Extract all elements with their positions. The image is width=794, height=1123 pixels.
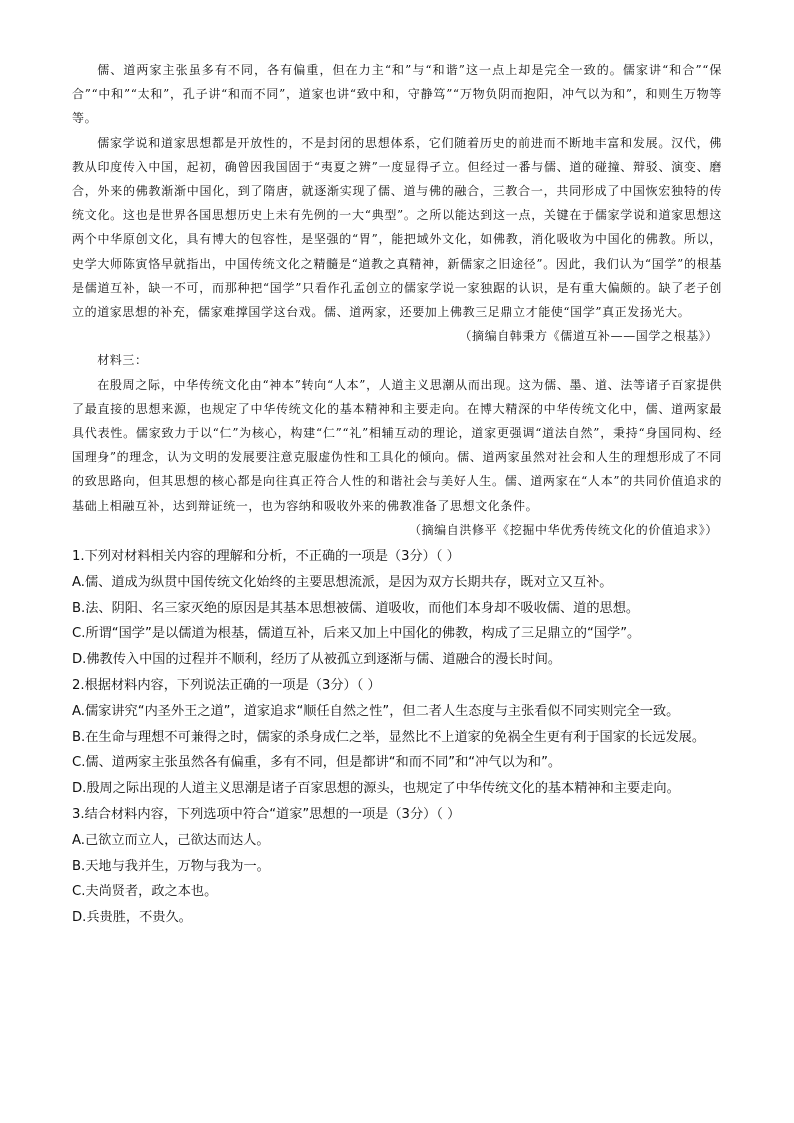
option-b[interactable]: B.法、阴阳、名三家灭绝的原因是其基本思想被儒、道吸收，而他们本身却不吸收儒、道的思想。: [72, 600, 640, 616]
question-2: [72, 673, 722, 802]
option-b[interactable]: B.天地与我并生，万物与我为一。: [72, 858, 270, 874]
question-stem: 1.下列对材料相关内容的理解和分析，不正确的一项是（3分）（ ）: [72, 549, 460, 565]
passage-paragraph-3: 在殷周之际，中华传统文化由“神本”转向“人本”，人道主义思潮从而出现。这为儒、墨、道、法等诸子百家提供了最直接的思想来源，也规定了中华传统文化的基本精神和主要走向。在博大精深的中华传统文化中，儒、道两家最具代表性。儒家致力于以“仁”为核心，构建“仁”“礼”相辅互动的理论，道家更强调“道法自然”，秉持“身国同构、经国理身”的理念，认为文明的发展要注意克服虚伪性和工具化的倾向。儒、道两家虽然对社会和人生的理想形成了不同的致思路向，但其思想的核心都是向往真正符合人性的和谐社会与美好人生。儒、道两家在“人本”的共同价值追求的基础上相融互补，达到辩证统一，也为容纳和吸收外来的佛教准备了思想文化条件。: [72, 377, 722, 513]
option-d[interactable]: D.殷周之际出现的人道主义思潮是诸子百家思想的源头，也规定了中华传统文化的基本精神和主要走向。: [72, 781, 680, 797]
question-3: [72, 802, 722, 931]
option-d[interactable]: D.佛教传入中国的过程并不顺利，经历了从被孤立到逐渐与儒、道融合的漫长时间。: [72, 652, 562, 668]
question-stem: 2.根据材料内容，下列说法正确的一项是（3分）（ ）: [72, 678, 381, 694]
passage-paragraph-2: 儒家学说和道家思想都是开放性的，不是封闭的思想体系，它们随着历史的前进而不断地丰富和发展。汉代，佛教从印度传入中国，起初，确曾因我国固于“夷夏之辨”一度显得孑立。但经过一番与儒、道的碰撞、辩驳、演变、磨合，外来的佛教渐渐中国化，到了隋唐，就逐渐实现了儒、道与佛的融合，三教合一，共同形成了中国恢宏独特的传统文化。这也是世界各国思想历史上未有先例的一大“典型”。之所以能达到这一点，关键在于儒家学说和道家思想这两个中华原创文化，具有博大的包容性，是坚强的“胃”，能把域外文化，如佛教，消化吸收为中国化的佛教。所以，史学大师陈寅恪早就指出，中国传统文化之精髓是“道教之真精神，新儒家之旧途径”。因此，我们认为“国学”的根基是儒道互补，缺一不可，而那种把“国学”只看作孔孟创立的儒家学说一家独踞的认识，是有重大偏颇的。缺了老子创立的道家思想的补充，儒家难撑国学这台戏。儒、道两家，还要加上佛教三足鼎立才能使“国学”真正发扬光大。: [72, 135, 722, 320]
question-stem: 3.结合材料内容，下列选项中符合“道家”思想的一项是（3分）（ ）: [72, 807, 461, 823]
option-a[interactable]: A.儒、道成为纵贯中国传统文化始终的主要思想流派，是因为双方长期共存，既对立又互补。: [72, 574, 613, 590]
source-citation-3: （摘编自洪修平《挖掘中华优秀传统文化的价值追求》）: [408, 522, 718, 537]
option-c[interactable]: C.夫尚贤者，政之本也。: [72, 884, 218, 900]
passage-paragraph-1: 儒、道两家主张虽多有不同，各有偏重，但在力主“和”与“和谐”这一点上却是完全一致的。儒家讲“和合”“保合”“中和”“太和”，孔子讲“和而不同”，道家也讲“致中和，守静笃”“万物负阴而抱阳，冲气以为和”，和则生万物等等。: [72, 63, 722, 126]
option-a[interactable]: A.己欲立而立人，己欲达而达人。: [72, 832, 270, 848]
option-a[interactable]: A.儒家讲究“内圣外王之道”，道家追求“顺任自然之性”，但二者人生态度与主张看似不同实则完全一致。: [72, 703, 680, 719]
option-c[interactable]: C.所谓“国学”是以儒道为根基，儒道互补，后来又加上中国化的佛教，构成了三足鼎立的“国学”。: [72, 626, 641, 642]
question-1: [72, 544, 722, 673]
option-c[interactable]: C.儒、道两家主张虽然各有偏重，多有不同，但是都讲“和而不同”和“冲气以为和”。: [72, 755, 562, 771]
option-b[interactable]: B.在生命与理想不可兼得之时，儒家的杀身成仁之举，显然比不上道家的免祸全生更有利于国家的长远发展。: [72, 729, 706, 745]
document-page: [72, 58, 722, 931]
option-d[interactable]: D.兵贵胜，不贵久。: [72, 910, 192, 926]
material-label-3: 材料三：: [97, 353, 148, 368]
source-citation-2: （摘编自韩秉方《儒道互补——国学之根基》）: [459, 329, 718, 344]
